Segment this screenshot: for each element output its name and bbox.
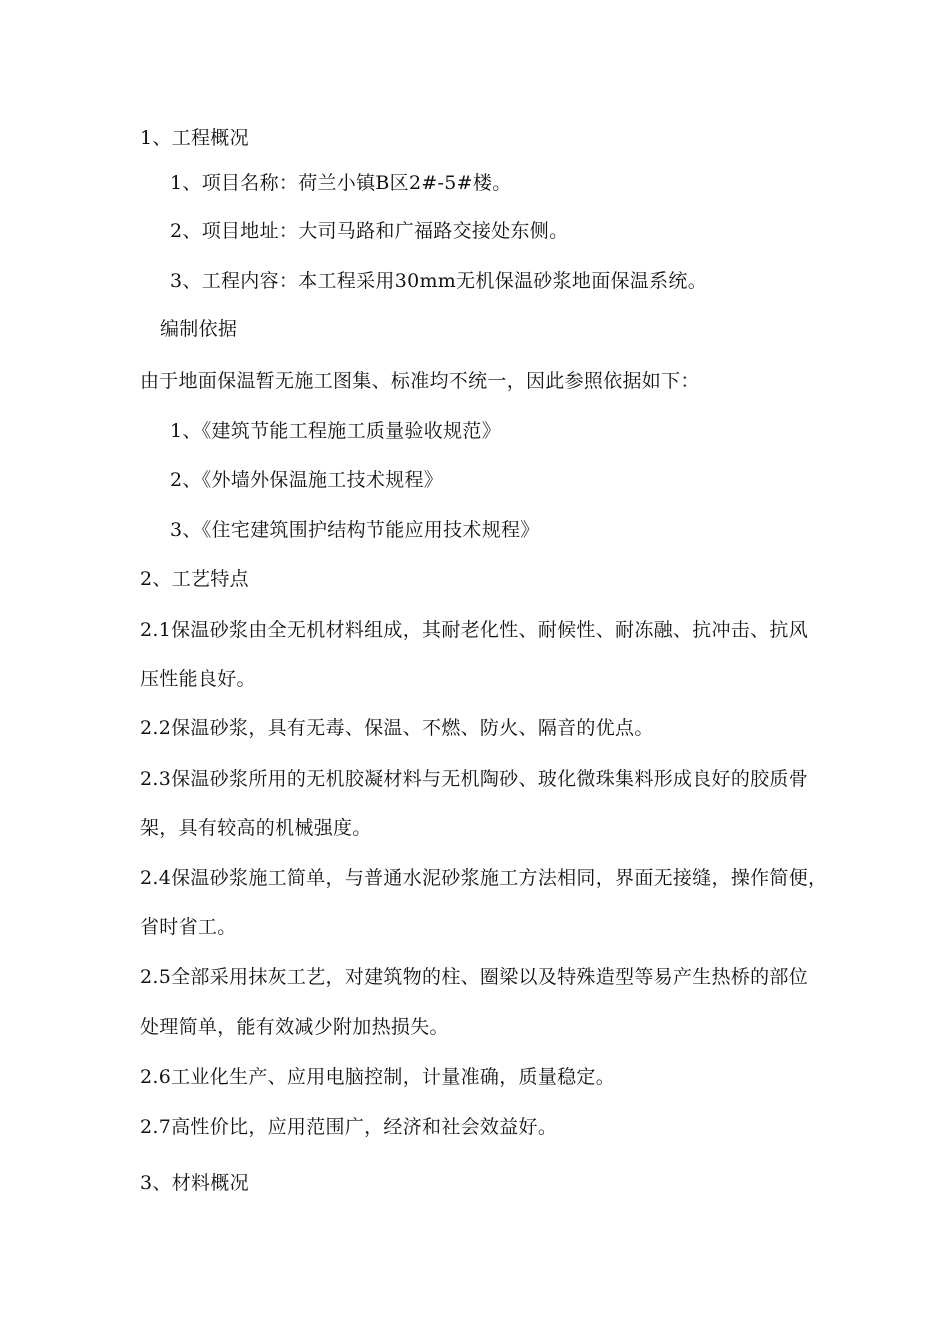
- list-item-basis-1: 1、《建筑节能工程施工质量验收规范》: [170, 420, 501, 442]
- paragraph-2-5-line2: 处理简单，能有效减少附加热损失。: [140, 1016, 449, 1038]
- paragraph-2-1-line1: 2.1保温砂浆由全无机材料组成，其耐老化性、耐候性、耐冻融、抗冲击、抗风: [140, 619, 809, 641]
- list-item-basis-3: 3、《住宅建筑围护结构节能应用技术规程》: [170, 519, 540, 541]
- section-heading-basis: 编制依据: [160, 318, 238, 340]
- section-heading-process-features: 2、工艺特点: [140, 568, 249, 590]
- paragraph-2-3-line1: 2.3保温砂浆所用的无机胶凝材料与无机陶砂、玻化微珠集料形成良好的胶质骨: [140, 768, 809, 790]
- list-item-project-content: 3、工程内容：本工程采用30mm无机保温砂浆地面保温系统。: [170, 270, 707, 292]
- basis-intro-paragraph: 由于地面保温暂无施工图集、标准均不统一，因此参照依据如下：: [140, 370, 700, 392]
- section-heading-project-overview: 1、工程概况: [140, 127, 249, 149]
- section-heading-materials: 3、材料概况: [140, 1172, 249, 1194]
- list-item-basis-2: 2、《外墙外保温施工技术规程》: [170, 469, 444, 491]
- list-item-project-name: 1、项目名称：荷兰小镇B区2#-5#楼。: [170, 172, 512, 194]
- paragraph-2-4-line2: 省时省工。: [140, 916, 237, 938]
- paragraph-2-4-line1: 2.4保温砂浆施工简单，与普通水泥砂浆施工方法相同，界面无接缝，操作简便，: [140, 867, 828, 889]
- paragraph-2-2: 2.2保温砂浆，具有无毒、保温、不燃、防火、隔音的优点。: [140, 717, 654, 739]
- paragraph-2-5-line1: 2.5全部采用抹灰工艺，对建筑物的柱、圈梁以及特殊造型等易产生热桥的部位: [140, 966, 809, 988]
- paragraph-2-6: 2.6工业化生产、应用电脑控制，计量准确，质量稳定。: [140, 1066, 616, 1088]
- paragraph-2-1-line2: 压性能良好。: [140, 668, 256, 690]
- paragraph-2-7: 2.7高性价比，应用范围广，经济和社会效益好。: [140, 1116, 558, 1138]
- paragraph-2-3-line2: 架，具有较高的机械强度。: [140, 817, 372, 839]
- list-item-project-address: 2、项目地址：大司马路和广福路交接处东侧。: [170, 220, 569, 242]
